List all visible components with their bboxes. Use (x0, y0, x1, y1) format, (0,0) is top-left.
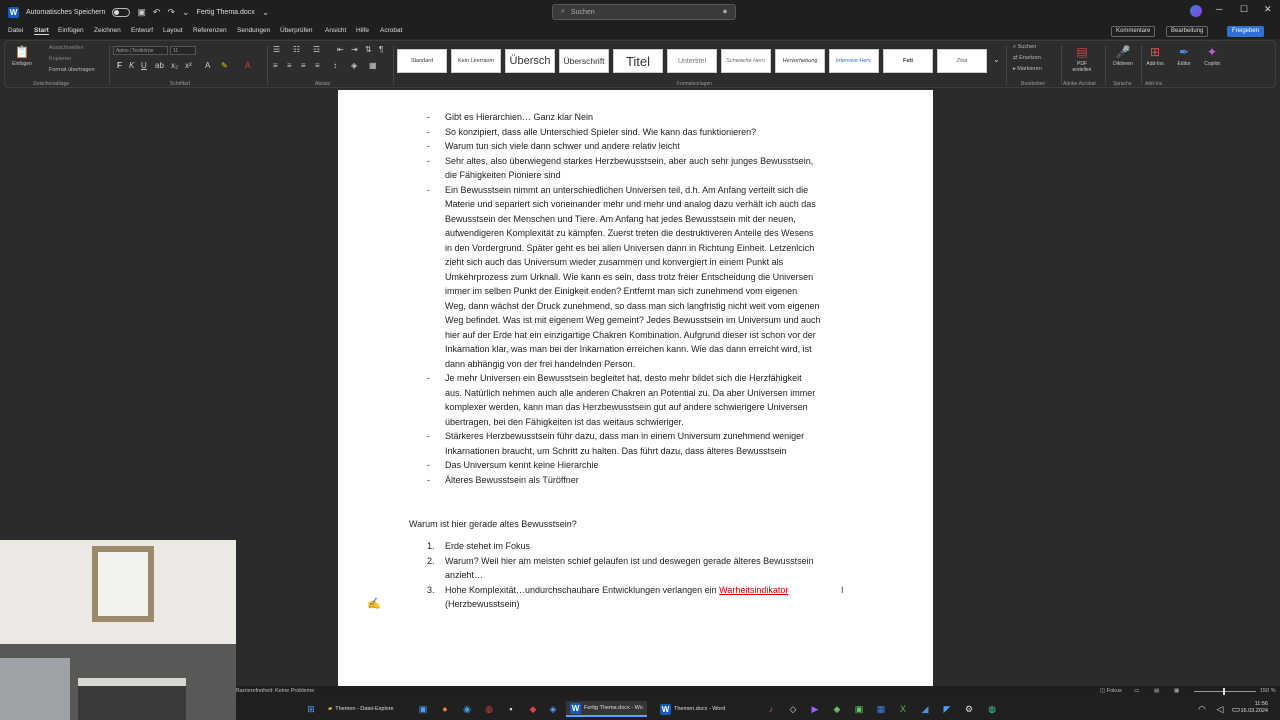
ribbon (4, 40, 1276, 88)
list-item-line: zieht sich auch das Universum wieder zusammen und konvergiert in einem Punkt als (445, 257, 784, 267)
addins-icon: ⊞ (1149, 45, 1161, 59)
undo-icon[interactable]: ↶ (152, 6, 161, 17)
list-item-line: aufwendigeren Komplexität zu kämpfen. Zuerst treten die destruktiveren Anteile des Wesens (445, 228, 814, 238)
misspelled-word[interactable]: Warheitsindikator (719, 584, 789, 595)
save-icon[interactable]: ▣ (137, 6, 146, 17)
list-item[interactable] (427, 429, 865, 458)
style-kein-leerraum[interactable]: Kein Leerraum (451, 49, 501, 73)
list-item[interactable] (427, 110, 865, 125)
editing-mode-button[interactable]: Bearbeitung (1166, 26, 1208, 37)
comments-button[interactable]: Kommentare (1111, 26, 1155, 37)
addins-button[interactable] (1140, 45, 1170, 67)
cushion-image (78, 678, 186, 720)
bullet-marker: - (427, 112, 430, 122)
list-item[interactable] (427, 473, 865, 488)
folder-icon: ▰ (328, 706, 333, 712)
app-icon[interactable]: ▣ (418, 703, 428, 714)
tab-start[interactable]: Start (34, 27, 49, 34)
excel-icon[interactable]: X (899, 704, 906, 714)
list-item-line: Weg, dann wächst der Druck zunehmend, so dass man sich langfristig nicht weit vom eigenen (445, 300, 820, 311)
bullet-marker: - (427, 155, 430, 166)
music-icon[interactable]: ♪ (768, 704, 774, 714)
app-icon[interactable]: ◍ (988, 703, 996, 714)
editor-button[interactable] (1169, 45, 1199, 67)
list-item-line: So konzipiert, dass alle Unterschied Spieler sind. Wie kann das funktionieren? (445, 126, 757, 137)
tab-ansicht[interactable]: Ansicht (325, 27, 347, 34)
list-item-line: Warum tun sich viele dann schwer und andere relativ leicht (445, 141, 680, 151)
tab-einfuegen[interactable]: Einfügen (58, 27, 84, 34)
style-fett[interactable]: Fett (883, 49, 933, 73)
zoom-level[interactable]: 150 % (1260, 688, 1276, 694)
read-mode-icon[interactable]: ▭ (1134, 688, 1140, 694)
divider (393, 45, 394, 85)
addins-label: Add-Ins (1146, 61, 1164, 67)
list-item-line: übertragen, bei den Fähigkeiten ist das weitaus schwieriger. (445, 416, 684, 427)
list-item-line: (Herzbewusstsein) (445, 599, 520, 609)
autosave-toggle[interactable] (112, 8, 130, 17)
tab-ueberpruefen[interactable]: Überprüfen (280, 27, 313, 34)
status-bar (236, 686, 1280, 698)
list-item-line: Das Universum kennt keine Hierarchie (445, 460, 599, 470)
paste-label: Einfügen (12, 61, 32, 67)
minimize-icon[interactable]: ─ (1216, 4, 1223, 14)
microphone-icon: 🎤 (1115, 45, 1131, 59)
word-logo-icon: W (9, 7, 18, 17)
app-icon[interactable]: ◢ (921, 703, 929, 714)
list-item-line: Erde stehet im Fokus (445, 541, 531, 551)
select-label: Markieren (1017, 66, 1042, 72)
volume-icon[interactable]: ◁ (1216, 703, 1224, 714)
justify-icon[interactable]: ≡ (315, 61, 320, 70)
line-spacing-icon[interactable]: ↕ (333, 61, 337, 70)
bullet-marker: - (427, 126, 430, 137)
list-item-line: aus. Natürlich nehmen auch alle anderen Chakren an Potential zu. Da aber Universen immer (445, 387, 816, 398)
taskbar (236, 698, 1280, 720)
list-item-line: die Fähigkeiten Pioniere sind (445, 170, 561, 180)
style-hervorhebung[interactable]: Hervorhebung (775, 49, 825, 73)
replace-button[interactable]: ⇄ Ersetzen (1013, 55, 1041, 61)
focus-label: Fokus (1106, 688, 1122, 694)
vscode-icon[interactable]: ◤ (943, 703, 951, 714)
app-icon[interactable]: ▦ (876, 703, 886, 714)
style-ueberschrift-1[interactable]: Übersch (505, 49, 555, 73)
superscript-icon[interactable]: x² (185, 61, 192, 70)
list-item-line: dann abhängig von der frei handelnden Person. (445, 358, 636, 369)
list-item-text: Hohe Komplexität…undurchschaubare Entwicklungen verlangen ein (445, 584, 720, 595)
system-clock[interactable] (1240, 701, 1268, 715)
list-item-line: anzieht… (445, 570, 484, 580)
list-item-line: Älteres Bewusstsein als Türöffner (445, 474, 579, 485)
cut-button[interactable]: Ausschneiden (49, 45, 84, 51)
list-item-line: Inkarnationen braucht, um Schritt zu halten. Das führt dazu, dass älteres Bewusstsein (445, 445, 787, 456)
list-item-line: Materie und separiert sich voneinander mehr und mehr und analog dazu verhält ich auch das (445, 199, 816, 209)
list-item-line: Inkarnation klar, was man bei der Inkarnation erreichen kann. Wie das dann erreicht wird, ist (445, 344, 812, 354)
bullets-icon[interactable]: ☰ (273, 45, 281, 54)
bullet-marker: - (427, 431, 430, 441)
align-center-icon[interactable]: ≡ (287, 61, 292, 70)
settings-icon[interactable]: ⚙ (964, 703, 974, 714)
mirror-image (92, 546, 154, 622)
divider (1061, 45, 1062, 85)
tab-zeichnen[interactable]: Zeichnen (94, 27, 121, 34)
clipboard-group-label: Zwischenablage (33, 81, 70, 87)
copy-button[interactable]: Kopieren (49, 56, 72, 62)
list-item-line: Gibt es Hierarchien… Ganz klar Nein (445, 112, 594, 122)
tab-hilfe[interactable]: Hilfe (356, 27, 370, 34)
pilcrow-icon[interactable]: ¶ (379, 45, 384, 54)
taskbar-window-word-active[interactable] (566, 701, 647, 717)
profile-avatar[interactable] (1190, 5, 1202, 17)
list-item[interactable] (427, 458, 865, 473)
format-painter-button[interactable]: Format übertragen (49, 67, 95, 73)
bold-icon[interactable]: F (117, 61, 122, 70)
autosave-label: Automatisches Speichern (26, 8, 106, 16)
increase-indent-icon[interactable]: ⇥ (351, 45, 358, 54)
find-button[interactable]: ⌕ Suchen (1013, 44, 1037, 50)
list-number: 2. (427, 555, 435, 566)
highlight-color-icon[interactable]: ✎ (221, 61, 228, 70)
editor-label: Editor (1177, 61, 1191, 67)
taskbar-window-explorer[interactable] (324, 701, 398, 717)
word-icon: W (661, 704, 670, 714)
find-label: Suchen (1017, 44, 1037, 50)
document-page[interactable] (338, 90, 933, 686)
shading-icon[interactable]: ◈ (351, 61, 358, 70)
print-layout-icon[interactable]: ▤ (1154, 688, 1160, 694)
bullet-marker: - (427, 460, 430, 470)
bullet-marker: - (427, 141, 430, 151)
search-icon: ⌕ (561, 8, 565, 15)
borders-icon[interactable]: ▦ (369, 61, 377, 70)
document-title[interactable]: Fertig Thema.docx (196, 8, 255, 16)
editor-pen-icon: ✒ (1178, 45, 1190, 59)
list-item-line: immer im selben Punkt der Einigkeit enden? Entfernt man sich zunehmend vom eigenen (445, 286, 798, 296)
app-icon[interactable]: ◆ (833, 703, 841, 714)
app-icon[interactable]: ◈ (549, 703, 557, 714)
pdf-label: PDF erstellen (1072, 61, 1092, 73)
search-input[interactable] (552, 4, 736, 20)
font-group-label: Schriftart (170, 81, 191, 87)
list-item[interactable] (427, 125, 865, 140)
list-item-line: komplexer werden, kann man das Herzbewusstsein gut auf andere schwierigere Universen (445, 402, 808, 412)
list-item[interactable] (427, 183, 865, 372)
webcam-overlay (0, 540, 236, 720)
tab-referenzen[interactable]: Referenzen (193, 27, 227, 34)
decrease-indent-icon[interactable]: ⇤ (337, 45, 344, 54)
font-name-select[interactable]: Aptos (Textkörpe (113, 46, 168, 55)
addins-group-label: Add-Ins (1145, 81, 1163, 87)
app-icon[interactable]: ◇ (789, 703, 797, 714)
close-icon[interactable]: ✕ (1264, 4, 1272, 14)
text-effects-icon[interactable]: A (205, 61, 211, 70)
word-icon: W (571, 703, 580, 713)
list-number: 1. (427, 541, 435, 551)
underline-icon[interactable]: U (141, 61, 147, 70)
list-item-line: Stärkeres Herzbewusstsein führ dazu, dass man in einem Universum zunehmend weniger (445, 431, 805, 441)
copilot-icon: ✦ (1206, 45, 1218, 59)
divider (1006, 45, 1007, 85)
zoom-slider[interactable] (1194, 691, 1256, 692)
list-item-line: hier auf der Erde hat ein einzigartige Chakren Kombination. Aufgrund dieser ist schon vor der (445, 329, 816, 340)
numbered-list-item[interactable] (427, 539, 865, 554)
create-pdf-button[interactable] (1067, 45, 1097, 73)
style-schwache-hervorhebung[interactable]: Schwache Herv. (721, 49, 771, 73)
list-item-line: Warum? Weil hier am meisten schief gelaufen ist und deswegen gerade älteres Bewusstsein (445, 555, 814, 566)
edge-icon[interactable]: ◉ (463, 703, 471, 714)
tab-entwurf[interactable]: Entwurf (131, 27, 154, 34)
style-standard[interactable]: Standard (397, 49, 447, 73)
app-icon[interactable]: ◆ (529, 703, 537, 714)
i-beam-cursor-icon: I (841, 585, 844, 595)
clock-time: 11:56 (1254, 701, 1268, 707)
clock-date: 16.03.2024 (1240, 708, 1268, 714)
select-button[interactable]: ▸ Markieren (1013, 66, 1042, 72)
microphone-icon[interactable]: ⏺ (723, 7, 727, 16)
paragraph-group-label: Absatz (315, 81, 331, 87)
align-right-icon[interactable]: ≡ (301, 61, 306, 70)
copilot-label: Copilot (1204, 61, 1220, 67)
bullet-marker: - (427, 184, 430, 195)
search-placeholder: Suchen (570, 8, 595, 16)
bullet-marker: - (427, 373, 430, 383)
chrome-icon[interactable]: ◍ (485, 703, 493, 714)
app-icon[interactable]: ▶ (811, 703, 819, 714)
share-button[interactable]: Freigeben (1227, 26, 1264, 37)
italic-icon[interactable]: K (129, 61, 135, 70)
tab-datei[interactable]: Datei (8, 27, 24, 34)
start-button-icon[interactable]: ⊞ (307, 703, 315, 714)
bullet-marker: - (427, 474, 430, 485)
explorer-window-label: Themen - Datei-Explore (335, 706, 394, 712)
list-item[interactable] (427, 154, 865, 183)
voice-group-label: Sprache (1113, 81, 1132, 87)
numbering-icon[interactable]: ☷ (293, 45, 301, 54)
list-number: 3. (427, 584, 435, 595)
adobe-group-label: Adobe Acrobat (1063, 81, 1096, 87)
redo-icon[interactable]: ↷ (167, 6, 175, 17)
divider (267, 45, 268, 85)
pen-cursor-icon: ✍ (367, 598, 381, 610)
word-window-1-label: Fertig Thema.docx - Wo (584, 705, 643, 711)
app-icon[interactable]: ▣ (854, 703, 864, 714)
tab-sendungen[interactable]: Sendungen (237, 27, 271, 34)
ribbon-tabs (0, 24, 1280, 39)
paste-button[interactable] (7, 45, 37, 67)
style-untertitel[interactable]: Untertitel (667, 49, 717, 73)
firefox-icon[interactable]: ● (442, 704, 448, 714)
list-item[interactable] (427, 139, 865, 154)
list-item[interactable] (427, 371, 865, 429)
focus-button[interactable]: ◫ Fokus (1100, 688, 1122, 694)
maximize-icon[interactable]: ☐ (1240, 4, 1249, 14)
font-size-select[interactable]: 11 (170, 46, 196, 55)
accessibility-status[interactable]: Barrierefreiheit: Keine Probleme (236, 688, 315, 694)
numbered-list-item[interactable] (427, 583, 865, 612)
pdf-icon: ▤ (1076, 45, 1088, 59)
numbered-list-item[interactable] (427, 554, 865, 583)
align-left-icon[interactable]: ≡ (273, 61, 278, 70)
taskbar-window-word[interactable] (656, 701, 729, 717)
dictate-button[interactable] (1108, 45, 1138, 67)
editing-group-label: Bearbeiten (1021, 81, 1046, 87)
list-item-line: Weg befindet. Was ist mit eigenem Weg gemeint? Jedes Bewusstsein im Universum und auch (445, 315, 821, 325)
style-ueberschrift-2[interactable]: Überschrift (559, 49, 609, 73)
divider (109, 45, 110, 85)
subscript-icon[interactable]: x₂ (171, 61, 179, 70)
style-intensive-hervorhebung[interactable]: Intensive Herv. (829, 49, 879, 73)
list-item-line: in den Vordergrund. Später geht es bei allen Universen dann in Richtung Einheit. Letzenlcich (445, 242, 815, 253)
copilot-button[interactable] (1197, 45, 1227, 67)
customize-quick-access-icon[interactable]: ⌄ (182, 6, 190, 17)
list-item-line: Umkehrprozess zum Urknall. Wie kann es sein, dass trotz freier Entscheidung die Universen (445, 271, 814, 282)
replace-label: Ersetzen (1019, 55, 1041, 61)
title-bar (0, 0, 1280, 24)
web-layout-icon[interactable]: ▦ (1174, 688, 1180, 694)
paragraph-question[interactable]: Warum ist hier gerade altes Bewusstsein? (409, 519, 577, 529)
cushion-image (0, 658, 70, 720)
list-item-line (445, 583, 865, 598)
list-item-line: Sehr altes, also überwiegend starkes Herzbewusstsein, aber auch sehr junges Bewusstsein, (445, 155, 814, 166)
strikethrough-icon[interactable]: ab (155, 61, 164, 70)
styles-group-label: Formatvorlagen (677, 81, 713, 87)
clipboard-icon: 📋 (14, 45, 30, 59)
tab-layout[interactable]: Layout (163, 27, 183, 34)
title-chevron-down-icon[interactable]: ⌄ (261, 6, 270, 17)
list-item-line: Ein Bewusstsein nimmt an unterschiedlichen Universen teil, d.h. Am Anfang verteilt sich die (445, 184, 809, 195)
battery-icon[interactable]: ▭ (1231, 703, 1241, 714)
style-zitat[interactable]: Zitat (937, 49, 987, 73)
word-window-2-label: Themen.docx - Word (674, 706, 726, 712)
style-titel[interactable]: Titel (613, 49, 663, 73)
sort-icon[interactable]: ⇅ (365, 45, 372, 54)
divider (1105, 45, 1106, 85)
styles-more-icon[interactable]: ⌄ (993, 55, 1000, 64)
list-item-line: Bewusstsein der Menschen und Tiere. Am Anfang hat jedes Bewusstsein mit der neuen, (445, 213, 796, 224)
font-color-icon[interactable]: A (245, 61, 251, 70)
dictate-label: Diktieren (1113, 61, 1133, 67)
tv-app-icon[interactable]: ▪ (509, 704, 513, 714)
zoom-slider-thumb[interactable] (1223, 688, 1225, 695)
tab-acrobat[interactable]: Acrobat (380, 27, 403, 34)
list-item-line: Je mehr Universen ein Bewusstsein begleitet hat, desto mehr bildet sich die Herzfähigkeit (445, 373, 802, 383)
multilevel-list-icon[interactable]: ☲ (313, 45, 321, 54)
wifi-icon[interactable]: ◠ (1198, 703, 1206, 714)
